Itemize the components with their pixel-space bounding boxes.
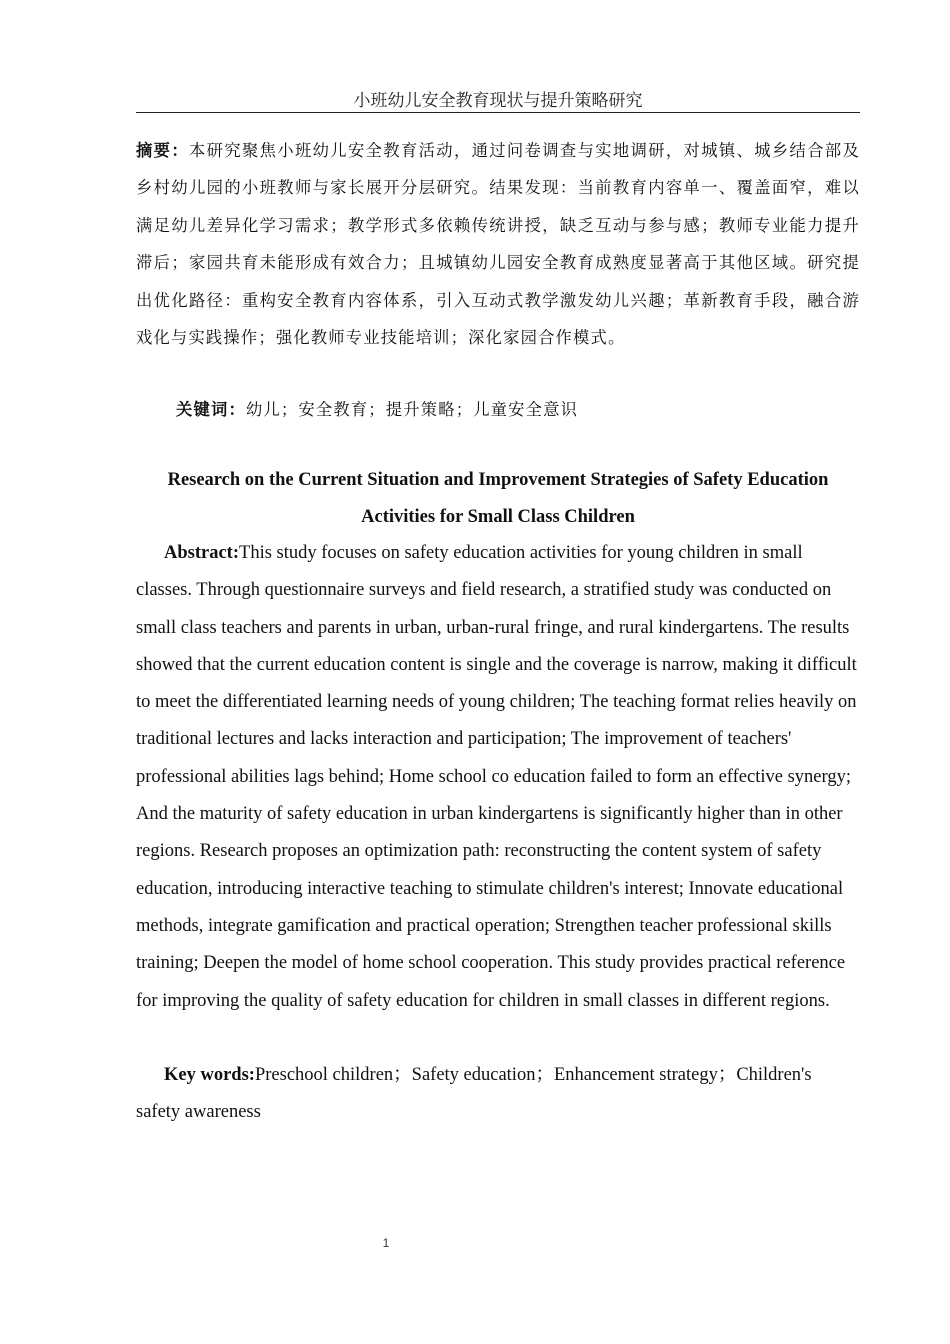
chinese-keywords-text: 幼儿；安全教育；提升策略；儿童安全意识 xyxy=(245,400,579,419)
chinese-keywords xyxy=(176,391,860,428)
english-keywords-text: Preschool children；Safety education；Enhancement strategy；Children's safety awareness xyxy=(136,1065,812,1123)
chinese-abstract xyxy=(136,132,860,356)
chinese-abstract-text: 本研究聚焦小班幼儿安全教育活动，通过问卷调查与实地调研，对城镇、城乡结合部及乡村幼儿园的小班教师与家长展开分层研究。结果发现：当前教育内容单一、覆盖面窄，难以满足幼儿差异化学习需求；教学形式多依赖传统讲授，缺乏互动与参与感；教师专业能力提升滞后；家园共育未能形成有效合力；且城镇幼儿园安全教育成熟度显著高于其他区域。研究提出优化路径：重构安全教育内容体系，引入互动式教学激发幼儿兴趣；革新教育手段，融合游戏化与实践操作；强化教师专业技能培训；深化家园合作模式。 xyxy=(136,141,860,348)
english-abstract-label: Abstract: xyxy=(164,543,240,563)
chinese-keywords-label: 关键词： xyxy=(176,400,246,419)
english-keywords-label: Key words: xyxy=(164,1065,255,1085)
english-abstract xyxy=(136,535,860,1020)
english-abstract-text: This study focuses on safety education activities for young children in small classes. Through questionnaire surveys and field research, a stratified study was conducted on small class teachers and parents in urban, urban-rural fringe, and rural kindergartens. The results showed that the current education content is single and the coverage is narrow, making it difficult to meet the differentiated learning needs of young children; The teaching format relies heavily on traditional lectures and lacks interaction and participation; The improvement of teachers' professional abilities lags behind; Home school co education failed to form an effective synergy; And the maturity of safety education in urban kindergartens is significantly higher than in other regions. Research proposes an optimization path: reconstructing the content system of safety education, introducing interactive teaching to stimulate children's interest; Innovate educational methods, integrate gamification and practical operation; Strengthen teacher professional skills training; Deepen the model of home school cooperation. This study provides practical reference for improving the quality of safety education for children in small classes in different regions. xyxy=(136,543,857,1011)
running-header: 小班幼儿安全教育现状与提升策略研究 xyxy=(136,90,860,113)
english-title: Research on the Current Situation and Improvement Strategies of Safety Education Activities for Small Class Children xyxy=(167,470,829,527)
english-keywords xyxy=(136,1057,860,1132)
chinese-abstract-label: 摘要： xyxy=(136,141,189,160)
page-number: 1 xyxy=(382,1236,390,1250)
